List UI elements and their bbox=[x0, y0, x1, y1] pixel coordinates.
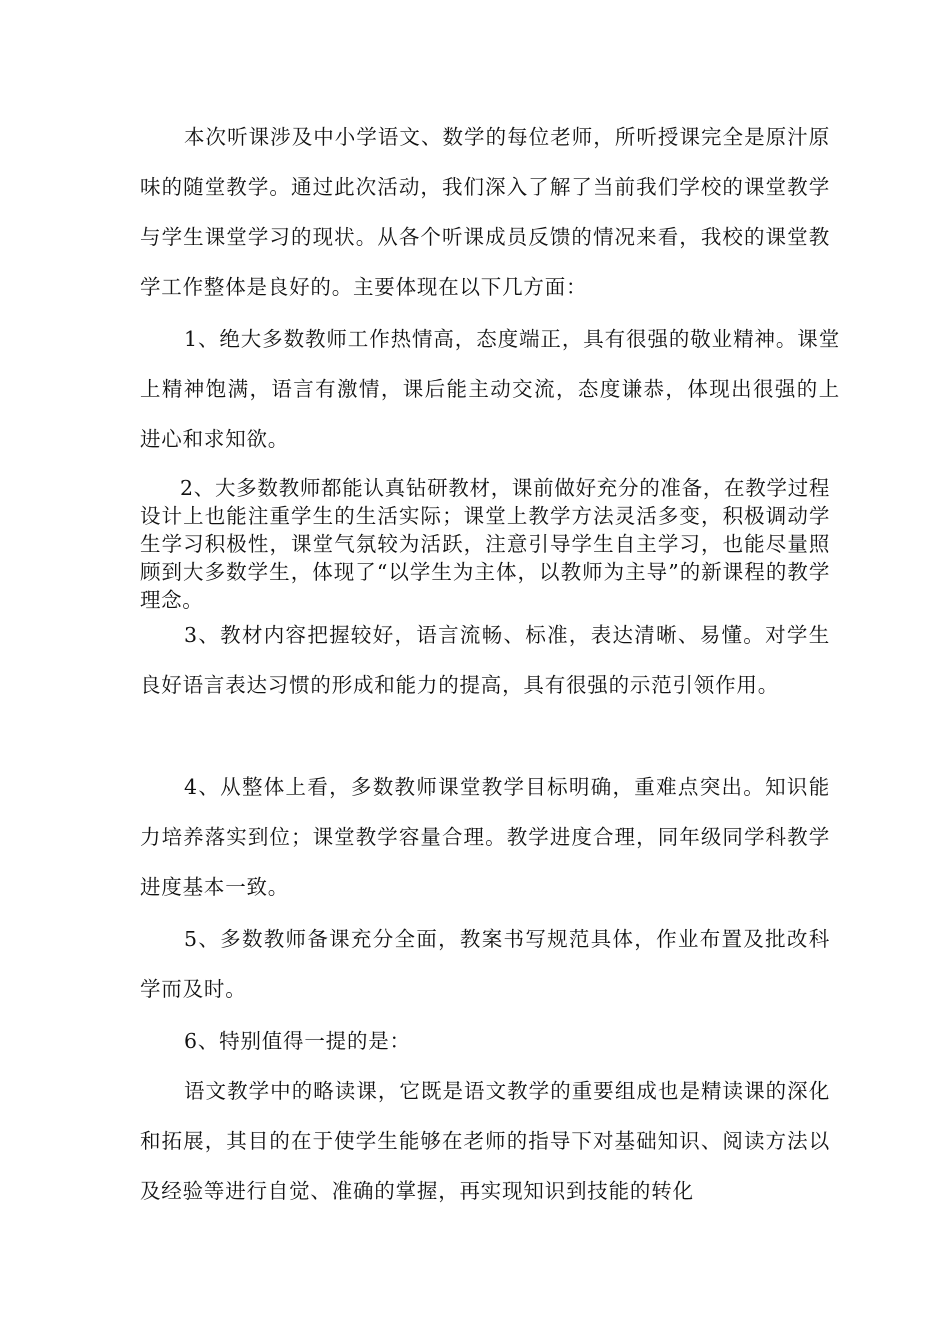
paragraph-point-2: 2、大多数教师都能认真钻研教材，课前做好充分的准备，在教学过程设计上也能注重学生的生活实际；课堂上教学方法灵活多变，积极调动学生学习积极性，课堂气氛较为活跃，注意引导学生自主学习，也能尽量照顾到大多数学生，体现了“以学生为主体，以教师为主导”的新课程的教学理念。 bbox=[140, 476, 830, 612]
paragraph-point-1: 1、绝大多数教师工作热情高，态度端正，具有很强的敬业精神。课堂上精神饱满，语言有激情，课后能主动交流，态度谦恭，体现出很强的上进心和求知欲。 bbox=[140, 327, 840, 451]
paragraph-point-4: 4、从整体上看，多数教师课堂教学目标明确，重难点突出。知识能力培养落实到位；课堂教学容量合理。教学进度合理，同年级同学科教学进度基本一致。 bbox=[140, 775, 830, 899]
paragraph-reading-lesson: 语文教学中的略读课，它既是语文教学的重要组成也是精读课的深化和拓展，其目的在于使学生能够在老师的指导下对基础知识、阅读方法以及经验等进行自觉、准确的掌握，再实现知识到技能的转化 bbox=[140, 1079, 830, 1203]
paragraph-intro: 本次听课涉及中小学语文、数学的每位老师，所听授课完全是原汁原味的随堂教学。通过此次活动，我们深入了解了当前我们学校的课堂教学与学生课堂学习的现状。从各个听课成员反馈的情况来看，我校的课堂教学工作整体是良好的。主要体现在以下几方面： bbox=[140, 125, 830, 299]
paragraph-point-6: 6、特别值得一提的是： bbox=[184, 1029, 411, 1053]
paragraph-point-3: 3、教材内容把握较好，语言流畅、标准，表达清晰、易懂。对学生良好语言表达习惯的形成和能力的提高，具有很强的示范引领作用。 bbox=[140, 623, 830, 697]
paragraph-point-5: 5、多数教师备课充分全面，教案书写规范具体，作业布置及批改科学而及时。 bbox=[140, 927, 830, 1001]
